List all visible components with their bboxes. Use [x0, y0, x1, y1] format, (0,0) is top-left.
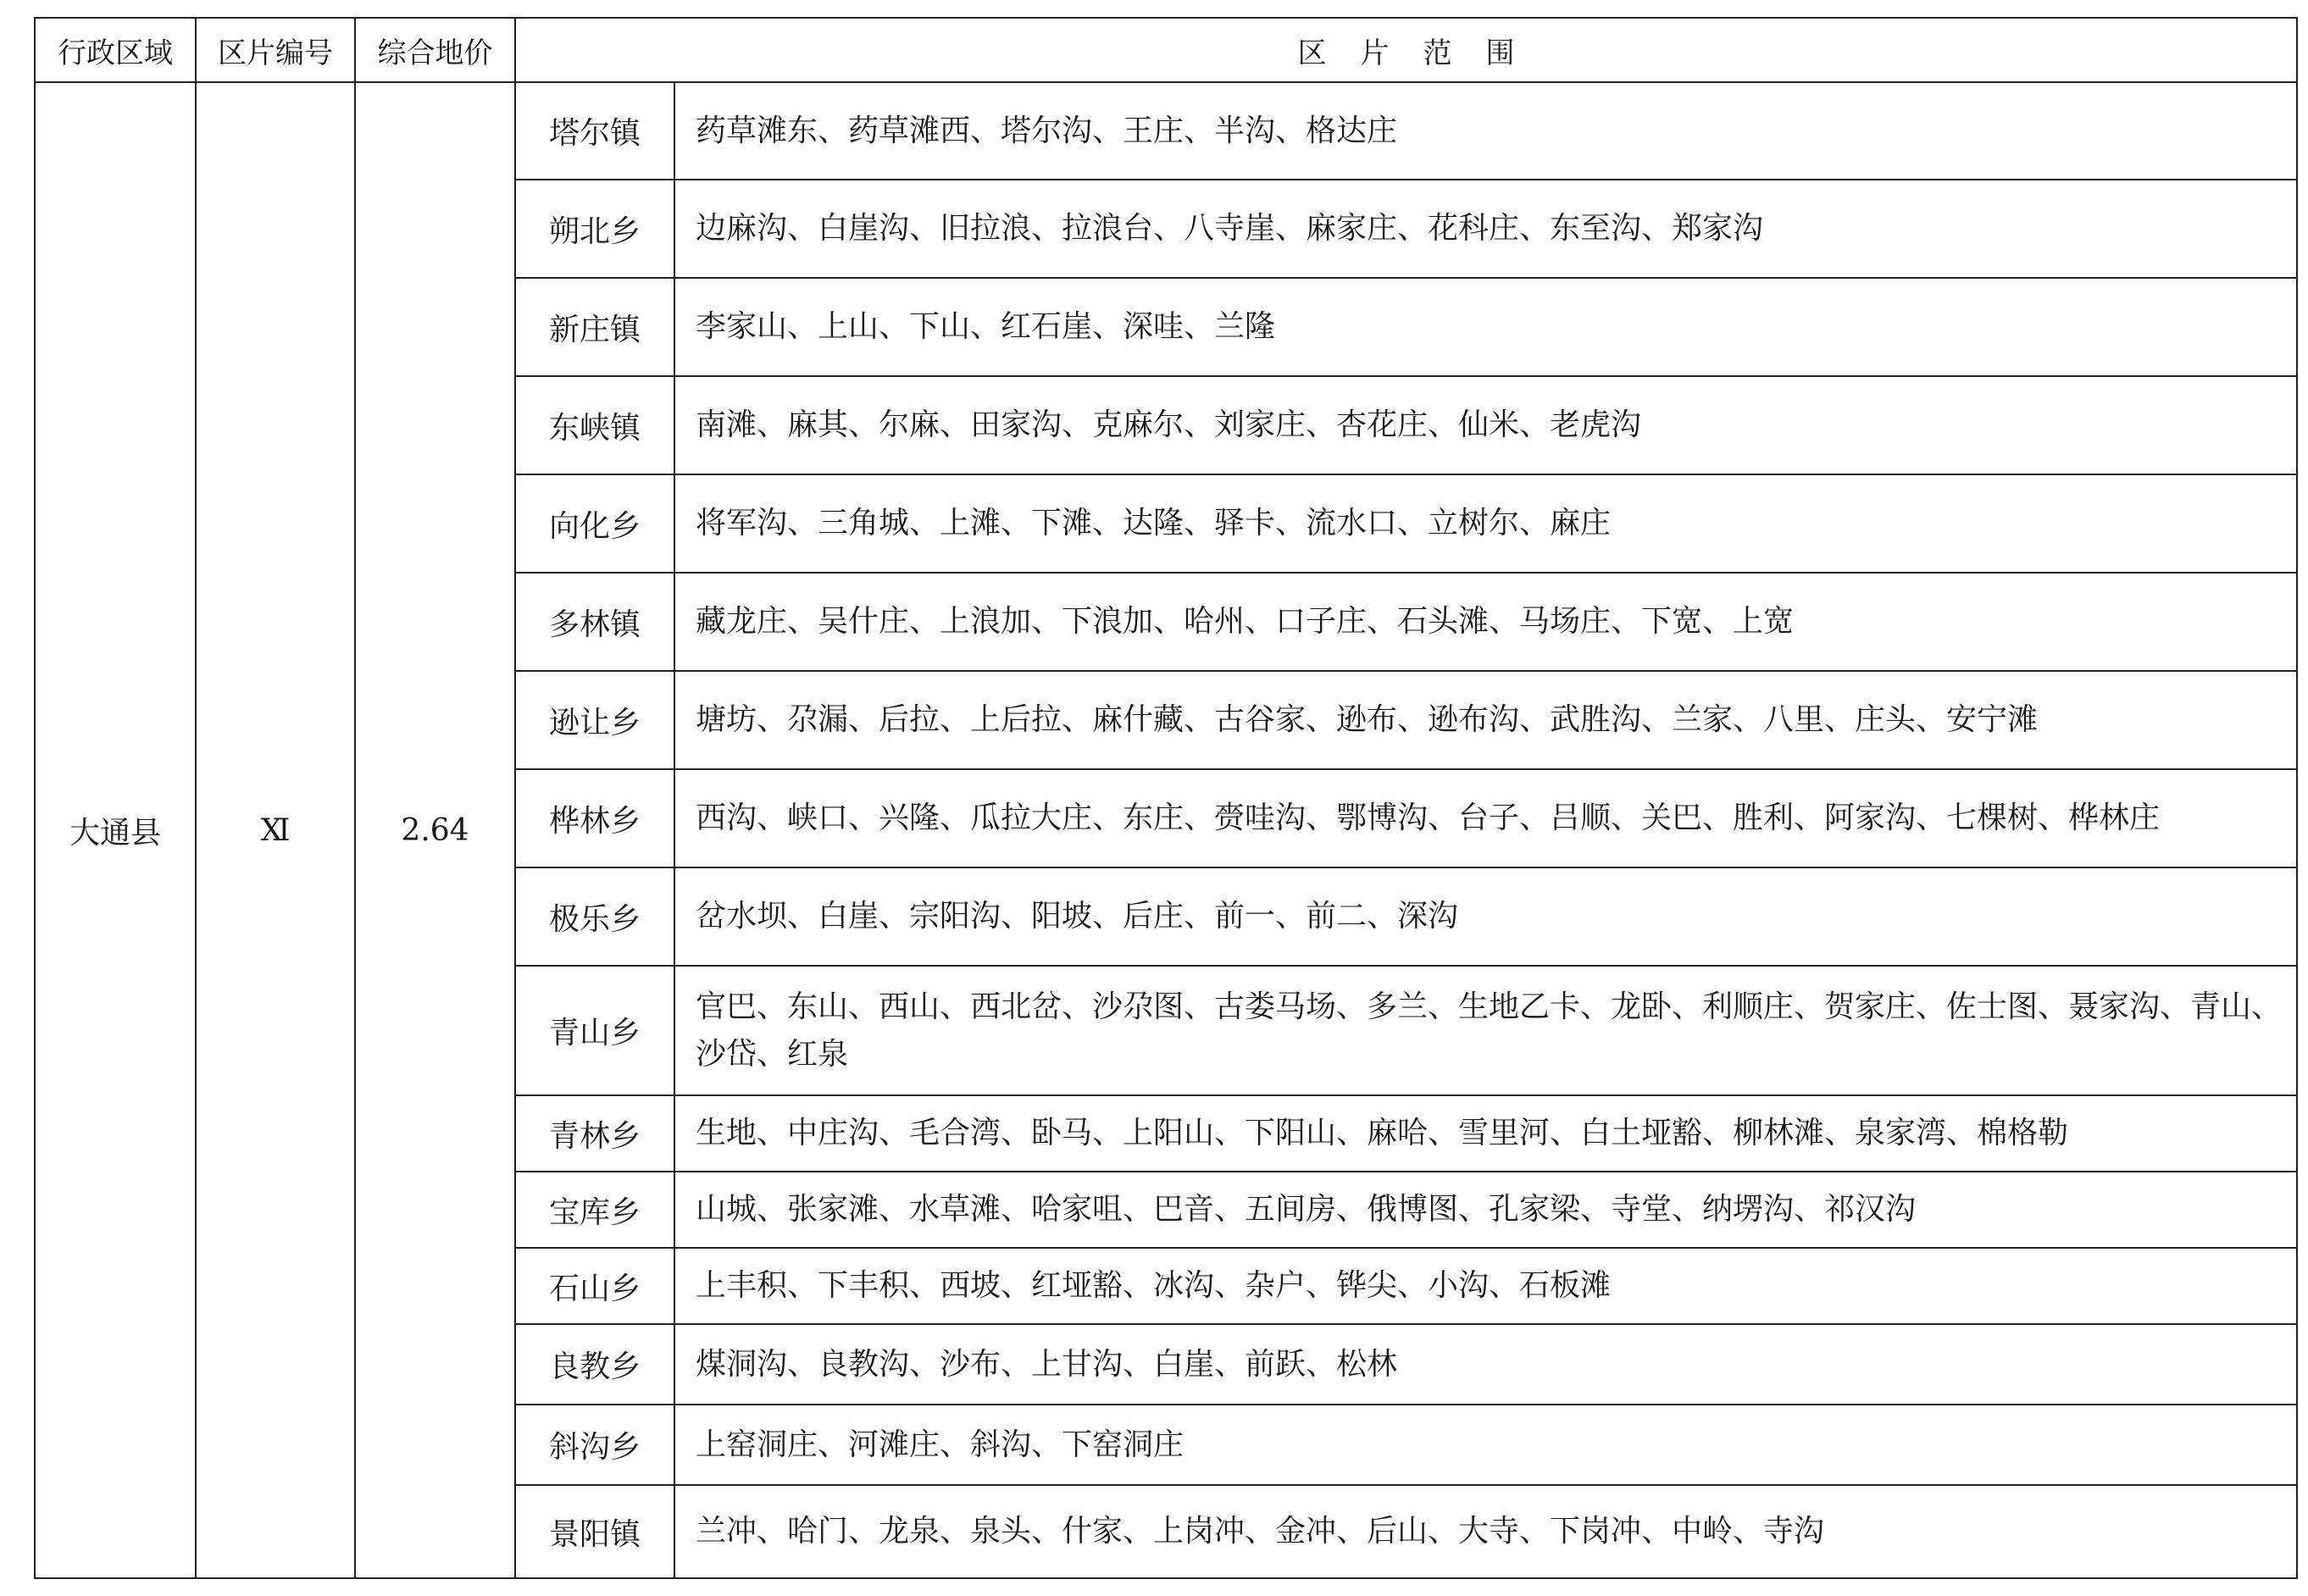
town-cell: 斜沟乡: [515, 1405, 674, 1485]
areas-cell: 藏龙庄、吴什庄、上浪加、下浪加、哈州、口子庄、石头滩、马场庄、下宽、上宽: [674, 573, 2297, 671]
areas-cell: 塘坊、尕漏、后拉、上后拉、麻什藏、古谷家、逊布、逊布沟、武胜沟、兰家、八里、庄头、安宁滩: [674, 671, 2297, 769]
town-cell: 景阳镇: [515, 1485, 674, 1578]
town-cell: 桦林乡: [515, 769, 674, 867]
header-row: [35, 18, 2297, 82]
areas-cell: 药草滩东、药草滩西、塔尔沟、王庄、半沟、格达庄: [674, 82, 2297, 180]
areas-cell: 生地、中庄沟、毛合湾、卧马、上阳山、下阳山、麻哈、雪里河、白土垭豁、柳林滩、泉家湾、棉格勒: [674, 1095, 2297, 1172]
town-cell: 东峡镇: [515, 376, 674, 474]
areas-cell: 李家山、上山、下山、红石崖、深哇、兰隆: [674, 278, 2297, 376]
areas-cell: 西沟、峡口、兴隆、瓜拉大庄、东庄、赍哇沟、鄂博沟、台子、吕顺、关巴、胜利、阿家沟、七棵树、桦林庄: [674, 769, 2297, 867]
town-cell: 石山乡: [515, 1248, 674, 1324]
town-cell: 朔北乡: [515, 180, 674, 278]
town-cell: 青林乡: [515, 1095, 674, 1172]
areas-cell: 官巴、东山、西山、西北岔、沙尕图、古娄马场、多兰、生地乙卡、龙卧、利顺庄、贺家庄、佐士图、聂家沟、青山、沙岱、红泉: [674, 966, 2297, 1095]
areas-cell: 将军沟、三角城、上滩、下滩、达隆、驿卡、流水口、立树尔、麻庄: [674, 474, 2297, 573]
town-cell: 宝库乡: [515, 1172, 674, 1248]
header-zone-number: 区片编号: [196, 18, 355, 82]
header-range-label: 区片范围: [1297, 36, 1549, 70]
town-cell: 塔尔镇: [515, 82, 674, 180]
areas-cell: 边麻沟、白崖沟、旧拉浪、拉浪台、八寺崖、麻家庄、花科庄、东至沟、郑家沟: [674, 180, 2297, 278]
town-cell: 多林镇: [515, 573, 674, 671]
town-cell: 逊让乡: [515, 671, 674, 769]
areas-cell: 上丰积、下丰积、西坡、红垭豁、冰沟、杂户、铧尖、小沟、石板滩: [674, 1248, 2297, 1324]
price-cell: 2.64: [355, 82, 515, 1578]
header-range: [515, 18, 2297, 82]
areas-cell: 上窑洞庄、河滩庄、斜沟、下窑洞庄: [674, 1405, 2297, 1485]
table-row: [35, 82, 2297, 180]
zone-number-cell: Ⅺ: [196, 82, 355, 1578]
region-cell: 大通县: [35, 82, 196, 1578]
areas-cell: 山城、张家滩、水草滩、哈家咀、巴音、五间房、俄博图、孔家梁、寺堂、纳塄沟、祁汉沟: [674, 1172, 2297, 1248]
areas-cell: 岔水坝、白崖、宗阳沟、阳坡、后庄、前一、前二、深沟: [674, 867, 2297, 966]
town-cell: 青山乡: [515, 966, 674, 1095]
town-cell: 新庄镇: [515, 278, 674, 376]
land-price-table: [34, 17, 2298, 1579]
areas-cell: 南滩、麻其、尔麻、田家沟、克麻尔、刘家庄、杏花庄、仙米、老虎沟: [674, 376, 2297, 474]
header-price: 综合地价: [355, 18, 515, 82]
town-cell: 极乐乡: [515, 867, 674, 966]
areas-cell: 煤洞沟、良教沟、沙布、上甘沟、白崖、前跃、松林: [674, 1324, 2297, 1405]
areas-cell: 兰冲、哈门、龙泉、泉头、什家、上岗冲、金冲、后山、大寺、下岗冲、中岭、寺沟: [674, 1485, 2297, 1578]
town-cell: 良教乡: [515, 1324, 674, 1405]
town-cell: 向化乡: [515, 474, 674, 573]
header-region: 行政区域: [35, 18, 196, 82]
